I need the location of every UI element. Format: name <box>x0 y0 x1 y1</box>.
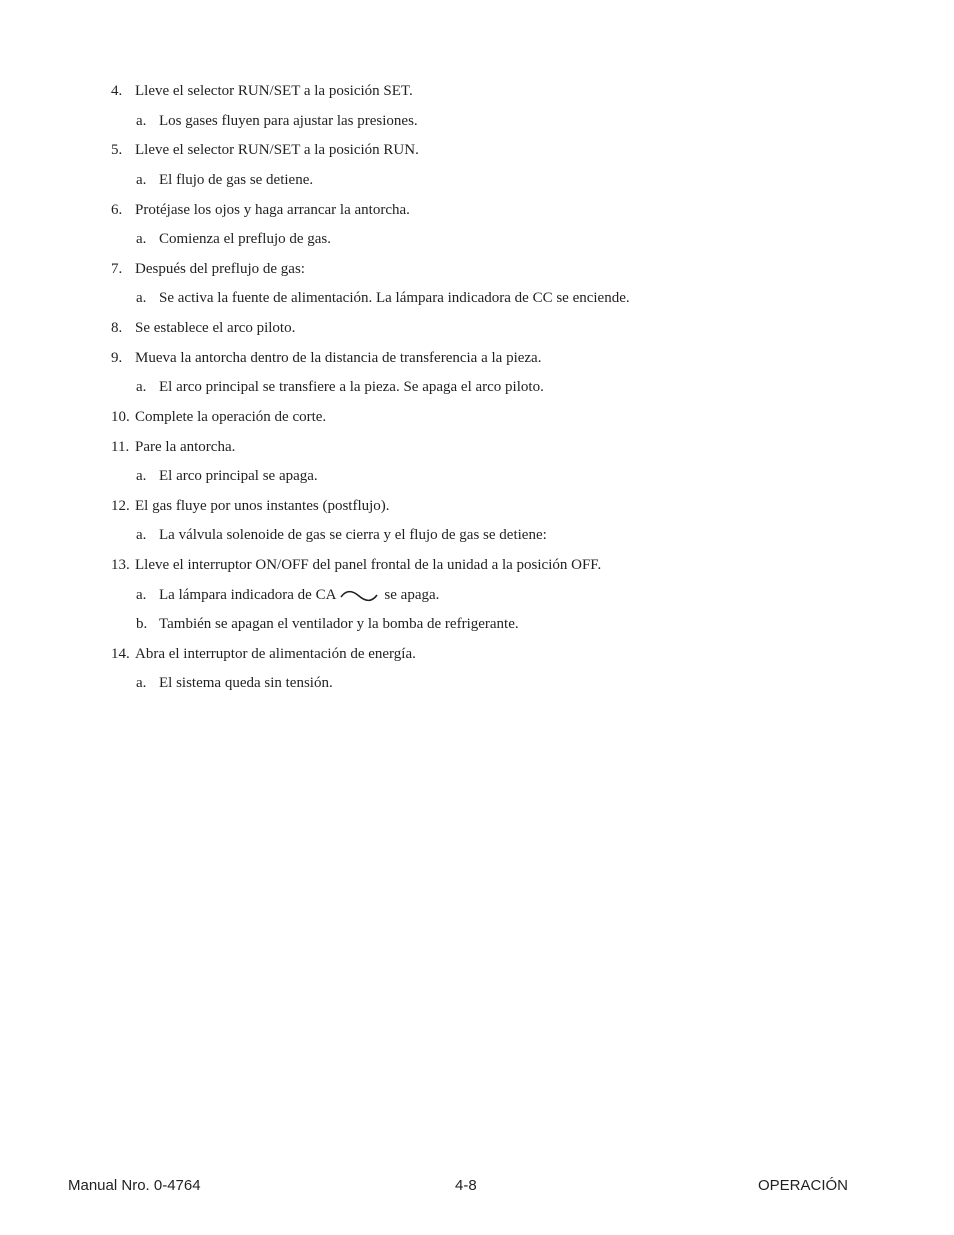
substep-text: El sistema queda sin tensión. <box>159 675 333 691</box>
step-text: Protéjase los ojos y haga arrancar la antorcha. <box>135 202 410 218</box>
substep-text: El arco principal se transfiere a la pieza. Se apaga el arco piloto. <box>159 379 544 395</box>
step-number: 7. <box>111 261 123 277</box>
ac-wave-icon <box>340 589 378 603</box>
substep-text-after: se apaga. <box>384 587 440 603</box>
step-number: 13. <box>111 557 130 573</box>
step-text: Abra el interruptor de alimentación de energía. <box>135 646 416 662</box>
step-number: 12. <box>111 498 130 514</box>
step-text: Después del preflujo de gas: <box>135 261 305 277</box>
substep-text: El arco principal se apaga. <box>159 468 318 484</box>
step-text: Mueva la antorcha dentro de la distancia de transferencia a la pieza. <box>135 350 542 366</box>
substep-letter: a. <box>136 290 147 306</box>
step-text: Pare la antorcha. <box>135 439 236 455</box>
step-number: 9. <box>111 350 123 366</box>
substep-letter: a. <box>136 172 147 188</box>
step-text: El gas fluye por unos instantes (postflujo). <box>135 498 390 514</box>
substep-letter: a. <box>136 231 147 247</box>
substep-letter: a. <box>136 113 147 129</box>
step-number: 11. <box>111 439 130 455</box>
footer-page-number: 4-8 <box>455 1177 477 1194</box>
substep-letter: a. <box>136 587 147 603</box>
step-text: Se establece el arco piloto. <box>135 320 296 336</box>
substep-text: Se activa la fuente de alimentación. La lámpara indicadora de CC se enciende. <box>159 290 630 306</box>
step-number: 4. <box>111 83 123 99</box>
substep-letter: a. <box>136 379 147 395</box>
substep-letter: a. <box>136 675 147 691</box>
substep-text: El flujo de gas se detiene. <box>159 172 314 188</box>
substep-text-before: La lámpara indicadora de CA <box>159 587 337 603</box>
step-text: Lleve el selector RUN/SET a la posición SET. <box>135 83 413 99</box>
substep-text: Comienza el preflujo de gas. <box>159 231 332 247</box>
step-number: 5. <box>111 142 123 158</box>
substep-letter: b. <box>136 616 148 632</box>
step-number: 6. <box>111 202 123 218</box>
step-number: 14. <box>111 646 130 662</box>
substep-text <box>159 586 439 604</box>
footer-section-title: OPERACIÓN <box>757 1177 848 1194</box>
step-text: Lleve el selector RUN/SET a la posición RUN. <box>135 142 419 158</box>
step-number: 8. <box>111 320 123 336</box>
step-number: 10. <box>111 409 130 425</box>
substep-text: La válvula solenoide de gas se cierra y el flujo de gas se detiene: <box>159 527 547 543</box>
substep-text: Los gases fluyen para ajustar las presiones. <box>159 113 418 129</box>
substep-letter: a. <box>136 527 147 543</box>
substep-letter: a. <box>136 468 147 484</box>
step-text: Lleve el interruptor ON/OFF del panel frontal de la unidad a la posición OFF. <box>135 557 602 573</box>
footer-manual-number: Manual Nro. 0-4764 <box>68 1177 201 1194</box>
substep-text: También se apagan el ventilador y la bomba de refrigerante. <box>159 616 519 632</box>
step-text: Complete la operación de corte. <box>135 409 327 425</box>
